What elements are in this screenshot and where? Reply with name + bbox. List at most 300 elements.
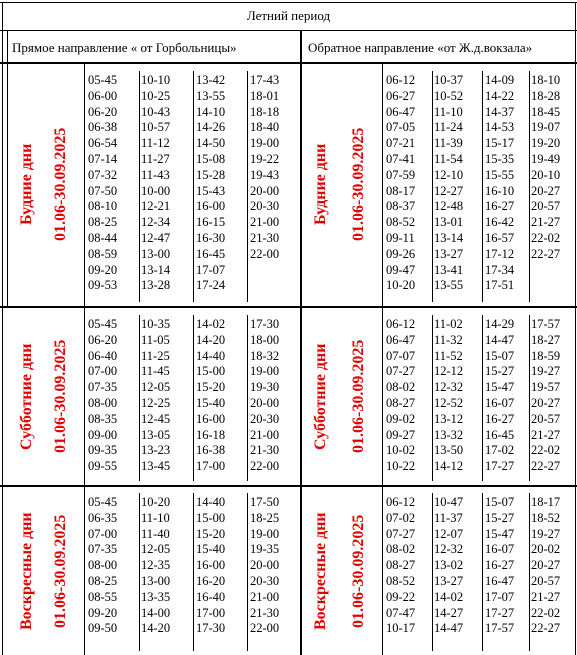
departure-time: 09-02 <box>386 411 416 426</box>
departure-time: 16-27 <box>485 558 515 573</box>
departure-time: 08-44 <box>88 230 118 245</box>
departure-time: 09-35 <box>88 443 118 458</box>
departure-time: 16-15 <box>196 215 226 230</box>
departure-time: 20-30 <box>250 199 280 214</box>
departure-time: 11-24 <box>434 120 463 135</box>
departure-time: 07-35 <box>88 542 118 557</box>
departure-time: 13-55 <box>196 88 226 103</box>
departure-time: 07-05 <box>386 120 416 135</box>
departure-time: 16-27 <box>485 199 515 214</box>
departure-time: 21-00 <box>250 427 280 442</box>
departure-time: 22-02 <box>531 443 561 458</box>
departure-time: 08-25 <box>88 573 118 588</box>
departure-time: 17-43 <box>250 73 280 87</box>
departure-time: 14-29 <box>485 317 515 331</box>
time-column <box>141 317 170 475</box>
departure-time: 16-40 <box>196 589 226 604</box>
departure-time: 06-54 <box>88 136 118 151</box>
column-separator <box>139 315 140 481</box>
departure-time: 15-47 <box>485 380 515 395</box>
departure-time: 12-05 <box>141 380 171 395</box>
departure-time: 11-40 <box>141 526 170 541</box>
departure-time: 09-55 <box>88 459 118 474</box>
departure-time: 21-30 <box>250 605 280 620</box>
column-separator <box>193 493 194 651</box>
departure-time: 16-20 <box>196 573 226 588</box>
departure-time: 18-25 <box>250 510 280 525</box>
departure-time: 18-00 <box>250 332 280 347</box>
departure-time: 15-27 <box>485 364 515 379</box>
departure-time: 12-12 <box>434 364 464 379</box>
direction-divider <box>0 62 577 64</box>
departure-time: 13-50 <box>434 443 464 458</box>
departure-time: 06-38 <box>88 120 118 135</box>
departure-time: 07-35 <box>88 380 118 395</box>
departure-time: 13-05 <box>141 427 171 442</box>
departure-time: 13-42 <box>196 73 226 87</box>
time-column <box>196 495 225 637</box>
departure-time: 17-57 <box>485 621 515 636</box>
departure-time: 13-01 <box>434 215 464 230</box>
departure-time: 08-27 <box>386 395 416 410</box>
departure-time: 17-34 <box>485 262 515 277</box>
departure-time: 15-07 <box>485 348 515 363</box>
departure-time: 19-20 <box>531 136 561 151</box>
day-label-backward: Воскресные дни <box>312 512 329 630</box>
departure-time: 15-28 <box>196 167 226 182</box>
departure-time: 12-21 <box>141 199 171 214</box>
departure-time: 17-02 <box>485 443 515 458</box>
departure-time: 17-50 <box>250 495 280 509</box>
departure-time: 20-27 <box>531 183 561 198</box>
departure-time: 14-20 <box>196 332 226 347</box>
time-column <box>250 317 279 475</box>
departure-time: 21-00 <box>250 215 280 230</box>
departure-time: 22-27 <box>531 621 561 636</box>
date-range-forward: 01.06-30.09.2025 <box>52 127 69 241</box>
departure-time: 10-43 <box>141 104 171 119</box>
departure-time: 07-27 <box>386 364 416 379</box>
departure-time: 18-28 <box>531 88 561 103</box>
departure-time: 13-27 <box>434 573 464 588</box>
departure-time: 07-41 <box>386 151 416 166</box>
departure-time: 15-47 <box>485 526 515 541</box>
label-divider-left <box>84 63 85 655</box>
departure-time: 12-10 <box>434 167 464 182</box>
departure-time: 16-42 <box>485 215 515 230</box>
departure-time: 06-27 <box>386 88 416 103</box>
departure-time: 11-52 <box>434 348 463 363</box>
time-column <box>485 317 514 475</box>
departure-time: 18-40 <box>250 120 280 135</box>
column-separator <box>482 71 483 302</box>
time-column <box>196 317 225 475</box>
departure-time: 11-05 <box>141 332 170 347</box>
column-separator <box>247 71 248 302</box>
departure-time: 06-35 <box>88 510 118 525</box>
departure-time: 08-02 <box>386 380 416 395</box>
time-column <box>485 73 514 294</box>
departure-time: 11-43 <box>141 167 170 182</box>
departure-time: 18-32 <box>250 348 280 363</box>
departure-time: 20-57 <box>531 199 561 214</box>
departure-time: 13-14 <box>434 230 464 245</box>
time-column <box>485 495 514 637</box>
departure-time: 21-27 <box>531 215 561 230</box>
departure-time: 19-00 <box>250 526 280 541</box>
departure-time: 22-00 <box>250 621 280 636</box>
departure-time: 15-43 <box>196 183 226 198</box>
departure-time: 09-20 <box>88 605 118 620</box>
departure-time: 22-00 <box>250 459 280 474</box>
departure-time: 09-53 <box>88 278 118 293</box>
departure-time: 16-00 <box>196 558 226 573</box>
departure-time: 15-08 <box>196 151 226 166</box>
departure-time: 15-27 <box>485 510 515 525</box>
column-separator <box>247 315 248 481</box>
departure-time: 13-00 <box>141 246 171 261</box>
column-separator <box>139 493 140 651</box>
departure-time: 14-26 <box>196 120 226 135</box>
border-right <box>575 2 576 655</box>
column-separator <box>432 315 433 481</box>
column-separator <box>529 493 530 651</box>
date-range-backward: 01.06-30.09.2025 <box>350 127 367 241</box>
departure-time: 14-20 <box>141 621 171 636</box>
departure-time: 10-35 <box>141 317 171 331</box>
departure-time: 15-35 <box>485 151 515 166</box>
departure-time: 10-02 <box>386 443 416 458</box>
departure-time: 19-00 <box>250 136 280 151</box>
departure-time: 13-28 <box>141 278 171 293</box>
day-label-forward: Будние дни <box>18 143 35 225</box>
direction-splitter <box>300 30 302 655</box>
column-separator <box>193 71 194 302</box>
departure-time: 11-32 <box>434 332 463 347</box>
time-column <box>141 73 170 294</box>
departure-time: 16-45 <box>485 427 515 442</box>
departure-time: 09-22 <box>386 589 416 604</box>
departure-time: 16-07 <box>485 542 515 557</box>
section-divider-1 <box>0 306 577 308</box>
time-column <box>88 317 117 475</box>
departure-time: 09-00 <box>88 427 118 442</box>
departure-time: 12-05 <box>141 542 171 557</box>
departure-time: 14-12 <box>434 459 464 474</box>
departure-time: 09-50 <box>88 621 118 636</box>
departure-time: 21-30 <box>250 230 280 245</box>
day-label-backward: Субботние дни <box>312 343 329 450</box>
departure-time: 09-26 <box>386 246 416 261</box>
departure-time: 16-27 <box>485 411 515 426</box>
departure-time: 20-27 <box>531 395 561 410</box>
time-column <box>141 495 170 637</box>
departure-time: 05-45 <box>88 317 118 331</box>
departure-time: 12-45 <box>141 411 171 426</box>
departure-time: 14-47 <box>434 621 464 636</box>
departure-time: 14-40 <box>196 348 226 363</box>
departure-time: 15-00 <box>196 364 226 379</box>
departure-time: 08-55 <box>88 589 118 604</box>
departure-time: 10-00 <box>141 183 171 198</box>
departure-time: 06-20 <box>88 332 118 347</box>
departure-time: 20-00 <box>250 183 280 198</box>
departure-time: 08-10 <box>88 199 118 214</box>
departure-time: 19-49 <box>531 151 561 166</box>
departure-time: 16-45 <box>196 246 226 261</box>
departure-time: 16-47 <box>485 573 515 588</box>
departure-time: 07-50 <box>88 183 118 198</box>
departure-time: 06-12 <box>386 495 416 509</box>
border-left <box>2 2 3 655</box>
departure-time: 14-09 <box>485 73 515 87</box>
column-separator <box>482 493 483 651</box>
departure-time: 11-25 <box>141 348 170 363</box>
departure-time: 14-40 <box>196 495 226 509</box>
column-separator <box>529 315 530 481</box>
departure-time: 14-37 <box>485 104 515 119</box>
column-separator <box>193 315 194 481</box>
departure-time: 14-47 <box>485 332 515 347</box>
departure-time: 09-47 <box>386 262 416 277</box>
time-column <box>386 73 415 294</box>
departure-time: 12-25 <box>141 395 171 410</box>
departure-time: 16-00 <box>196 199 226 214</box>
departure-time: 22-00 <box>250 246 280 261</box>
departure-time: 11-45 <box>141 364 170 379</box>
column-separator <box>247 493 248 651</box>
border-top <box>0 2 577 3</box>
time-column <box>88 495 117 637</box>
departure-time: 20-57 <box>531 573 561 588</box>
departure-time: 13-14 <box>141 262 171 277</box>
departure-time: 13-27 <box>434 246 464 261</box>
departure-time: 06-20 <box>88 104 118 119</box>
departure-time: 17-24 <box>196 278 226 293</box>
departure-time: 12-32 <box>434 380 464 395</box>
departure-time: 14-10 <box>196 104 226 119</box>
departure-time: 19-30 <box>250 380 280 395</box>
column-separator <box>432 71 433 302</box>
day-label-backward: Будние дни <box>312 143 329 225</box>
departure-time: 11-12 <box>141 136 170 151</box>
time-column <box>434 495 463 637</box>
departure-time: 14-22 <box>485 88 515 103</box>
date-range-forward: 01.06-30.09.2025 <box>52 514 69 628</box>
departure-time: 10-20 <box>386 278 416 293</box>
departure-time: 17-51 <box>485 278 515 293</box>
date-range-forward: 01.06-30.09.2025 <box>52 339 69 453</box>
departure-time: 07-07 <box>386 348 416 363</box>
departure-time: 17-12 <box>485 246 515 261</box>
time-column <box>386 317 415 475</box>
column-separator <box>482 315 483 481</box>
departure-time: 06-12 <box>386 317 416 331</box>
departure-time: 17-00 <box>196 459 226 474</box>
departure-time: 22-02 <box>531 605 561 620</box>
departure-time: 19-27 <box>531 526 561 541</box>
departure-time: 14-02 <box>434 589 464 604</box>
departure-time: 17-00 <box>196 605 226 620</box>
departure-time: 15-20 <box>196 526 226 541</box>
time-column <box>434 73 463 294</box>
border-left-inner <box>7 30 8 306</box>
departure-time: 14-02 <box>196 317 226 331</box>
label-divider-right <box>382 63 383 655</box>
time-column <box>250 73 279 263</box>
departure-time: 12-52 <box>434 395 464 410</box>
departure-time: 12-27 <box>434 183 464 198</box>
departure-time: 14-27 <box>434 605 464 620</box>
departure-time: 19-57 <box>531 380 561 395</box>
departure-time: 17-57 <box>531 317 561 331</box>
departure-time: 20-10 <box>531 167 561 182</box>
departure-time: 14-50 <box>196 136 226 151</box>
time-column <box>531 317 560 475</box>
departure-time: 15-55 <box>485 167 515 182</box>
departure-time: 10-47 <box>434 495 464 509</box>
departure-time: 11-10 <box>141 510 170 525</box>
departure-time: 08-27 <box>386 558 416 573</box>
departure-time: 11-10 <box>434 104 463 119</box>
departure-time: 10-22 <box>386 459 416 474</box>
header-divider <box>0 30 577 31</box>
departure-time: 16-07 <box>485 395 515 410</box>
departure-time: 13-23 <box>141 443 171 458</box>
time-column <box>196 73 225 294</box>
date-range-backward: 01.06-30.09.2025 <box>350 339 367 453</box>
departure-time: 15-40 <box>196 542 226 557</box>
departure-time: 16-00 <box>196 411 226 426</box>
departure-time: 18-10 <box>531 73 561 87</box>
departure-time: 19-35 <box>250 542 280 557</box>
departure-time: 19-00 <box>250 364 280 379</box>
departure-time: 06-12 <box>386 73 416 87</box>
departure-time: 12-07 <box>434 526 464 541</box>
departure-time: 21-27 <box>531 589 561 604</box>
departure-time: 13-35 <box>141 589 171 604</box>
departure-time: 06-40 <box>88 348 118 363</box>
departure-time: 20-27 <box>531 558 561 573</box>
departure-time: 17-30 <box>250 317 280 331</box>
departure-time: 10-10 <box>141 73 171 87</box>
departure-time: 20-02 <box>531 542 561 557</box>
departure-time: 05-45 <box>88 495 118 509</box>
departure-time: 13-41 <box>434 262 464 277</box>
departure-time: 09-27 <box>386 427 416 442</box>
date-range-backward: 01.06-30.09.2025 <box>350 514 367 628</box>
departure-time: 18-59 <box>531 348 561 363</box>
departure-time: 19-27 <box>531 364 561 379</box>
departure-time: 08-52 <box>386 215 416 230</box>
departure-time: 14-00 <box>141 605 171 620</box>
departure-time: 10-25 <box>141 88 171 103</box>
departure-time: 15-40 <box>196 395 226 410</box>
departure-time: 17-30 <box>196 621 226 636</box>
departure-time: 18-45 <box>531 104 561 119</box>
departure-time: 20-30 <box>250 411 280 426</box>
departure-time: 10-17 <box>386 621 416 636</box>
departure-time: 13-12 <box>434 411 464 426</box>
departure-time: 12-47 <box>141 230 171 245</box>
time-column <box>88 73 117 294</box>
departure-time: 08-02 <box>386 542 416 557</box>
departure-time: 11-37 <box>434 510 463 525</box>
departure-time: 11-02 <box>434 317 463 331</box>
direction-backward: Обратное направление «от Ж.д.вокзала» <box>308 40 533 55</box>
departure-time: 07-21 <box>386 136 416 151</box>
departure-time: 06-47 <box>386 332 416 347</box>
departure-time: 07-32 <box>88 167 118 182</box>
departure-time: 09-11 <box>386 230 415 245</box>
departure-time: 08-35 <box>88 411 118 426</box>
departure-time: 06-47 <box>386 104 416 119</box>
departure-time: 21-00 <box>250 589 280 604</box>
departure-time: 18-17 <box>531 495 561 509</box>
time-column <box>250 495 279 637</box>
time-column <box>434 317 463 475</box>
column-separator <box>432 493 433 651</box>
departure-time: 15-17 <box>485 136 515 151</box>
time-column <box>386 495 415 637</box>
departure-time: 22-27 <box>531 246 561 261</box>
departure-time: 08-00 <box>88 395 118 410</box>
departure-time: 12-34 <box>141 215 171 230</box>
page-title: Летний период <box>246 8 331 23</box>
time-column <box>531 73 560 263</box>
departure-time: 22-02 <box>531 230 561 245</box>
departure-time: 13-45 <box>141 459 171 474</box>
departure-time: 20-57 <box>531 411 561 426</box>
departure-time: 08-00 <box>88 558 118 573</box>
day-label-forward: Субботние дни <box>18 343 35 450</box>
departure-time: 12-48 <box>434 199 464 214</box>
departure-time: 10-52 <box>434 88 464 103</box>
departure-time: 06-00 <box>88 88 118 103</box>
departure-time: 16-57 <box>485 230 515 245</box>
departure-time: 18-18 <box>250 104 280 119</box>
column-separator <box>529 71 530 302</box>
departure-time: 07-00 <box>88 364 118 379</box>
departure-time: 08-17 <box>386 183 416 198</box>
departure-time: 20-00 <box>250 558 280 573</box>
departure-time: 20-30 <box>250 573 280 588</box>
departure-time: 22-27 <box>531 459 561 474</box>
departure-time: 05-45 <box>88 73 118 87</box>
day-label-forward: Воскресные дни <box>18 512 35 630</box>
departure-time: 07-00 <box>88 526 118 541</box>
departure-time: 10-20 <box>141 495 171 509</box>
departure-time: 19-22 <box>250 151 280 166</box>
departure-time: 14-53 <box>485 120 515 135</box>
departure-time: 10-57 <box>141 120 171 135</box>
departure-time: 17-07 <box>196 262 226 277</box>
departure-time: 21-27 <box>531 427 561 442</box>
departure-time: 10-37 <box>434 73 464 87</box>
departure-time: 13-02 <box>434 558 464 573</box>
departure-time: 20-00 <box>250 395 280 410</box>
departure-time: 16-30 <box>196 230 226 245</box>
departure-time: 18-52 <box>531 510 561 525</box>
column-separator <box>139 71 140 302</box>
departure-time: 16-38 <box>196 443 226 458</box>
departure-time: 07-27 <box>386 526 416 541</box>
departure-time: 15-00 <box>196 510 226 525</box>
departure-time: 13-00 <box>141 573 171 588</box>
departure-time: 08-59 <box>88 246 118 261</box>
departure-time: 07-59 <box>386 167 416 182</box>
section-divider-2 <box>0 485 577 487</box>
